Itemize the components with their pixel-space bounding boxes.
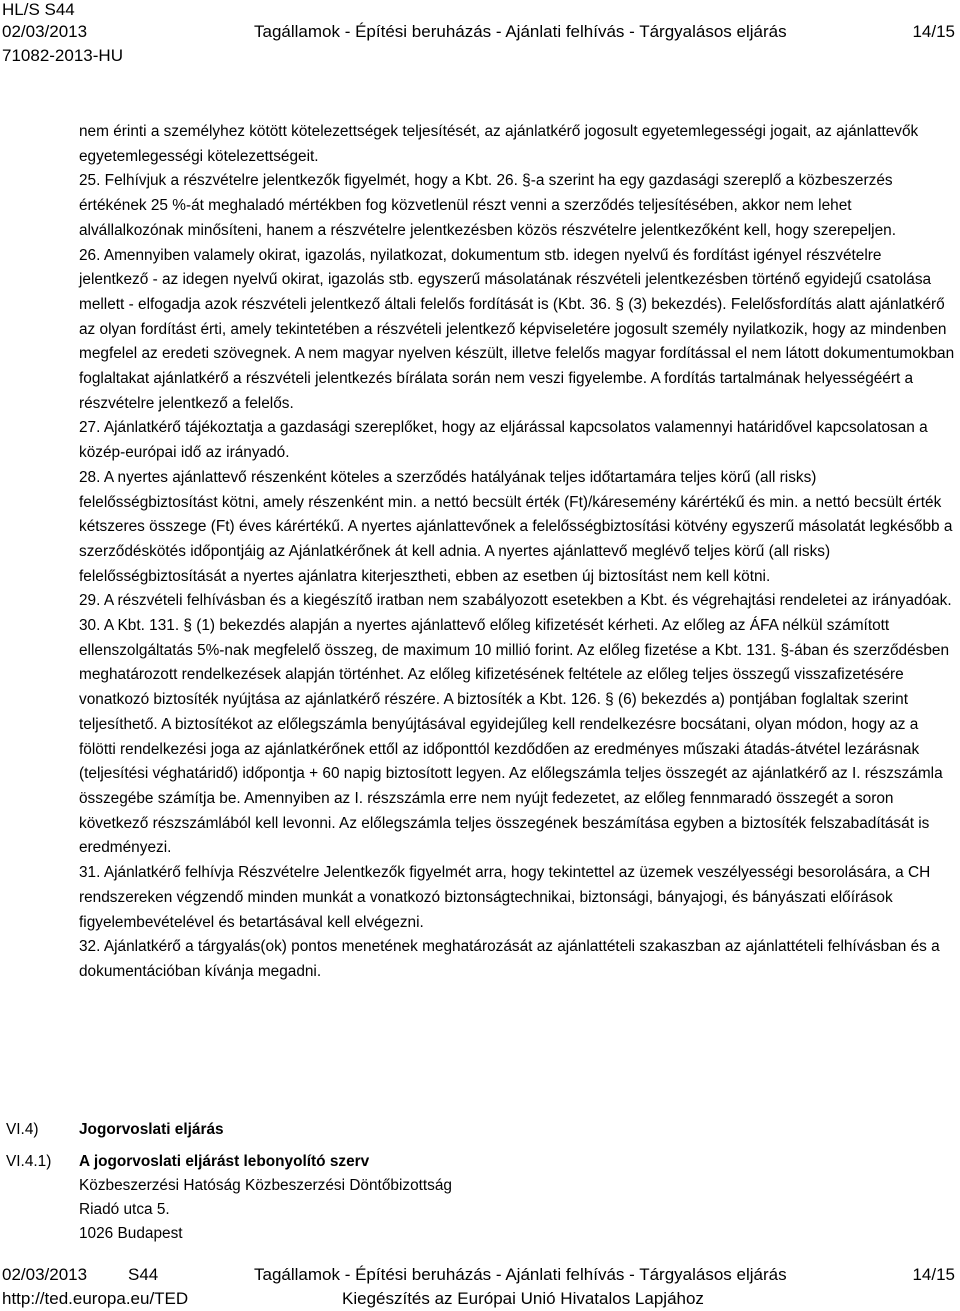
paragraph: 29. A részvételi felhívásban és a kiegészítő iratban nem szabályozott esetekben a Kbt. és végrehajtási rendeletei az irányadóak.	[79, 592, 952, 610]
footer-title: Tagállamok - Építési beruházás - Ajánlati felhívás - Tárgyalásos eljárás	[254, 1265, 787, 1284]
footer-series: S44	[128, 1265, 159, 1284]
footer-supplement-title: Kiegészítés az Európai Unió Hivatalos Lapjához	[342, 1289, 704, 1308]
header-date: 02/03/2013	[2, 22, 88, 41]
header-doc-code: HL/S S44	[2, 0, 75, 19]
header-title: Tagállamok - Építési beruházás - Ajánlati felhívás - Tárgyalásos eljárás	[254, 22, 787, 41]
paragraph: 31. Ajánlatkérő felhívja Részvételre Jelentkezők figyelmét arra, hogy tekintettel az üzemek veszélyességi besorolására, a CH rendszereken végzendő minden munkát a vonatkozó biztonságtechnikai, biztonsági, bányajogi, és bányászati előírások figyelembevételével és betartásával kell elvégezni.	[79, 864, 931, 931]
paragraph: 25. Felhívjuk a részvételre jelentkezők figyelmét, hogy a Kbt. 26. §-a szerint ha egy gazdasági szereplő a közbeszerzés értékének 25 %-át meghaladó mértékben fog közvetlenül részt venni a szerződés teljesítésében, akkor nem lehet alvállalkozónak minősíteni, hanem a részvételre jelentkezésben közös részvételre jelentkezőként kell, hogy szerepeljen.	[79, 172, 896, 239]
review-body-city: 1026 Budapest	[79, 1225, 183, 1242]
footer-page-number: 14/15	[912, 1265, 955, 1284]
paragraph: 32. Ajánlatkérő a tárgyalás(ok) pontos menetének meghatározását az ajánlattételi szakaszban az ajánlattételi felhívásban és a dokumentációban kívánja megadni.	[79, 938, 940, 980]
footer-ted-link[interactable]: http://ted.europa.eu/TED	[2, 1289, 189, 1308]
paragraph: 26. Amennyiben valamely okirat, igazolás, nyilatkozat, dokumentum stb. idegen nyelvű és fordítást igényel részvételre jelentkező - az idegen nyelvű okirat, igazolás stb. egyszerű másolatának részvételi jelentkezésben történő egyidejű csatolása mellett - elfogadja azok részvételi jelentkező általi felelős fordítását is (Kbt. 36. § (3) bekezdés). Felelősfordítás alatt ajánlatkérő az olyan fordítást érti, amely tekintetében a részvételi jelentkező képviseletére jogosult személy nyilatkozik, hogy az mindenben megfelel az eredeti szövegnek. A nem magyar nyelven készült, illetve felelős magyar fordítással el nem látott dokumentumokban foglaltakat ajánlatkérő a részvételi jelentkezés bírálata során nem veszi figyelembe. A fordítás tartalmának helyességéért a részvételre jelentkező a felelős.	[79, 246, 955, 412]
header-notice-number: 71082-2013-HU	[2, 46, 123, 65]
paragraph: 30. A Kbt. 131. § (1) bekezdés alapján a nyertes ajánlattevő előleg kifizetését kérheti. Az előleg az ÁFA nélkül számított ellenszolgáltatás 5%-nak megfelelő összeg, de maximum 10 millió forint. Az előleg fizetése a Kbt. 131. §-ában és szerződésben meghatározott rendelkezések alapján történhet. Az előleg kifizetésének feltétele az előleg teljes összegű visszafizetésére vonatkozó biztosíték nyújtása az ajánlatkérő részére. A biztosíték a Kbt. 126. § (6) bekezdés a) pontjában foglaltak szerint teljesíthető. A biztosítékot az előlegszámla benyújtásával egyidejűleg kell rendelkezésre bocsátani, olyan módon, hogy az a fölötti rendelkezési joga az ajánlatkérőnek ettől az időponttól kezdődően az eredményes műszaki átadás-átvétel lezárásnak (teljesítési véghatáridő) időpontja + 60 napig biztosított legyen. Az előlegszámla teljes összegét az ajánlatkérő az I. részszámla összegébe számítja be. Amennyiben az I. részszámla erre nem nyújt fedezetet, az előleg fennmaradó összegét a soron következő részszámlából kell levonni. Az előlegszámla teljes összegének beszámítása egyben a biztosíték felszabadítását is eredményezi.	[79, 617, 950, 857]
section-number-vi4: VI.4)	[6, 1121, 39, 1138]
review-body-street: Riadó utca 5.	[79, 1201, 170, 1218]
footer-date: 02/03/2013	[2, 1265, 88, 1284]
section-number-vi41: VI.4.1)	[6, 1153, 52, 1170]
section-title-vi4: Jogorvoslati eljárás	[79, 1121, 224, 1138]
review-body-name: Közbeszerzési Hatóság Közbeszerzési Döntőbizottság	[79, 1177, 452, 1194]
header-page-number: 14/15	[912, 22, 955, 41]
paragraph: 27. Ajánlatkérő tájékoztatja a gazdasági szereplőket, hogy az eljárással kapcsolatos valamennyi határidővel kapcsolatosan a közép-európai idő az irányadó.	[79, 419, 928, 462]
paragraph: nem érinti a személyhez kötött kötelezettségek teljesítését, az ajánlatkérő jogosult egyetemlegességi jogait, az ajánlattevők egyetemlegességi kötelezettségeit.	[79, 123, 919, 165]
section-title-vi41: A jogorvoslati eljárást lebonyolító szerv	[79, 1153, 370, 1170]
paragraph: 28. A nyertes ajánlattevő részenként köteles a szerződés hatályának teljes időtartamára teljes körű (all risks) felelősségbiztosítást kötni, amely részenként min. a nettó becsült érték (Ft)/káresemény kárértékű és min. a nettó becsült érték kétszeres összege (Ft) éves kárértékű. A nyertes ajánlattevőnek a felelősségbiztosítási kötvény egyszerű másolatát legkésőbb a szerződéskötés időpontjáig az Ajánlatkérőnek át kell adnia. A nyertes ajánlattevő meglévő teljes körű (all risks) felelősségbiztosítását a nyertes ajánlatra kiterjesztheti, ebben az esetben új biztosítást nem kell kötni.	[79, 468, 953, 585]
notice-body	[79, 120, 955, 985]
